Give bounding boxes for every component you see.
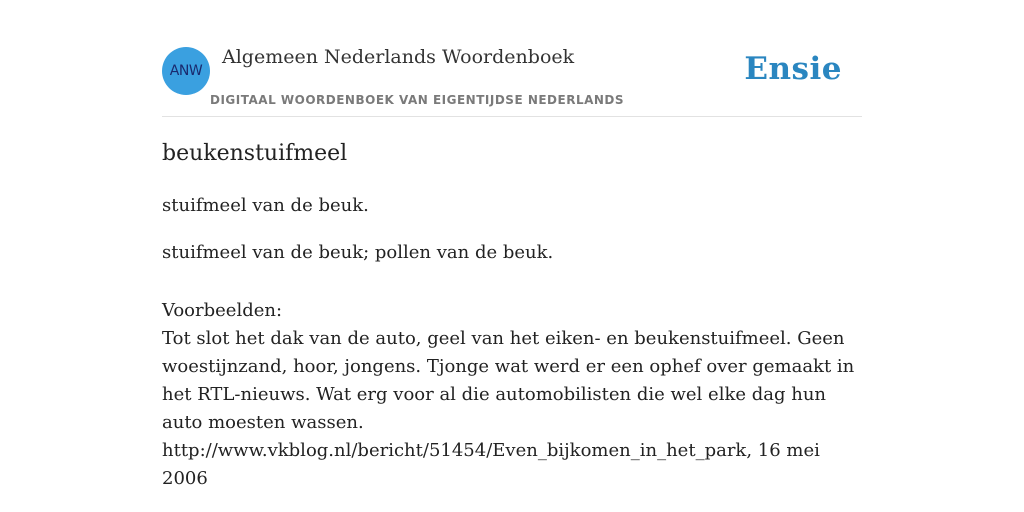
example-source: http://www.vkblog.nl/bericht/51454/Even_bijkomen_in_het_park, 16 mei 2006 bbox=[162, 440, 820, 489]
anw-logo-text: ANW bbox=[169, 63, 203, 79]
anw-logo[interactable] bbox=[162, 47, 210, 95]
examples-section bbox=[162, 297, 862, 493]
example-text: Tot slot het dak van de auto, geel van het eiken- en beukenstuifmeel. Geen woestijnzand, hoor, jongens. Tjonge wat werd er een ophef over gemaakt in het RTL-nieuws. Wat erg voor al die automobilisten die wel elke dag hun auto moesten wassen. bbox=[162, 328, 855, 433]
site-header bbox=[162, 46, 862, 117]
short-definition: stuifmeel van de beuk. bbox=[162, 195, 369, 216]
full-definition: stuifmeel van de beuk; pollen van de beuk. bbox=[162, 242, 554, 263]
ensie-brand-logo[interactable]: Ensie bbox=[744, 51, 842, 87]
examples-label: Voorbeelden: bbox=[162, 300, 283, 321]
site-subtitle: DIGITAAL WOORDENBOEK VAN EIGENTIJDSE NEDERLANDS bbox=[210, 93, 625, 107]
entry-headword: beukenstuifmeel bbox=[162, 141, 348, 166]
site-title[interactable]: Algemeen Nederlands Woordenboek bbox=[222, 46, 575, 68]
